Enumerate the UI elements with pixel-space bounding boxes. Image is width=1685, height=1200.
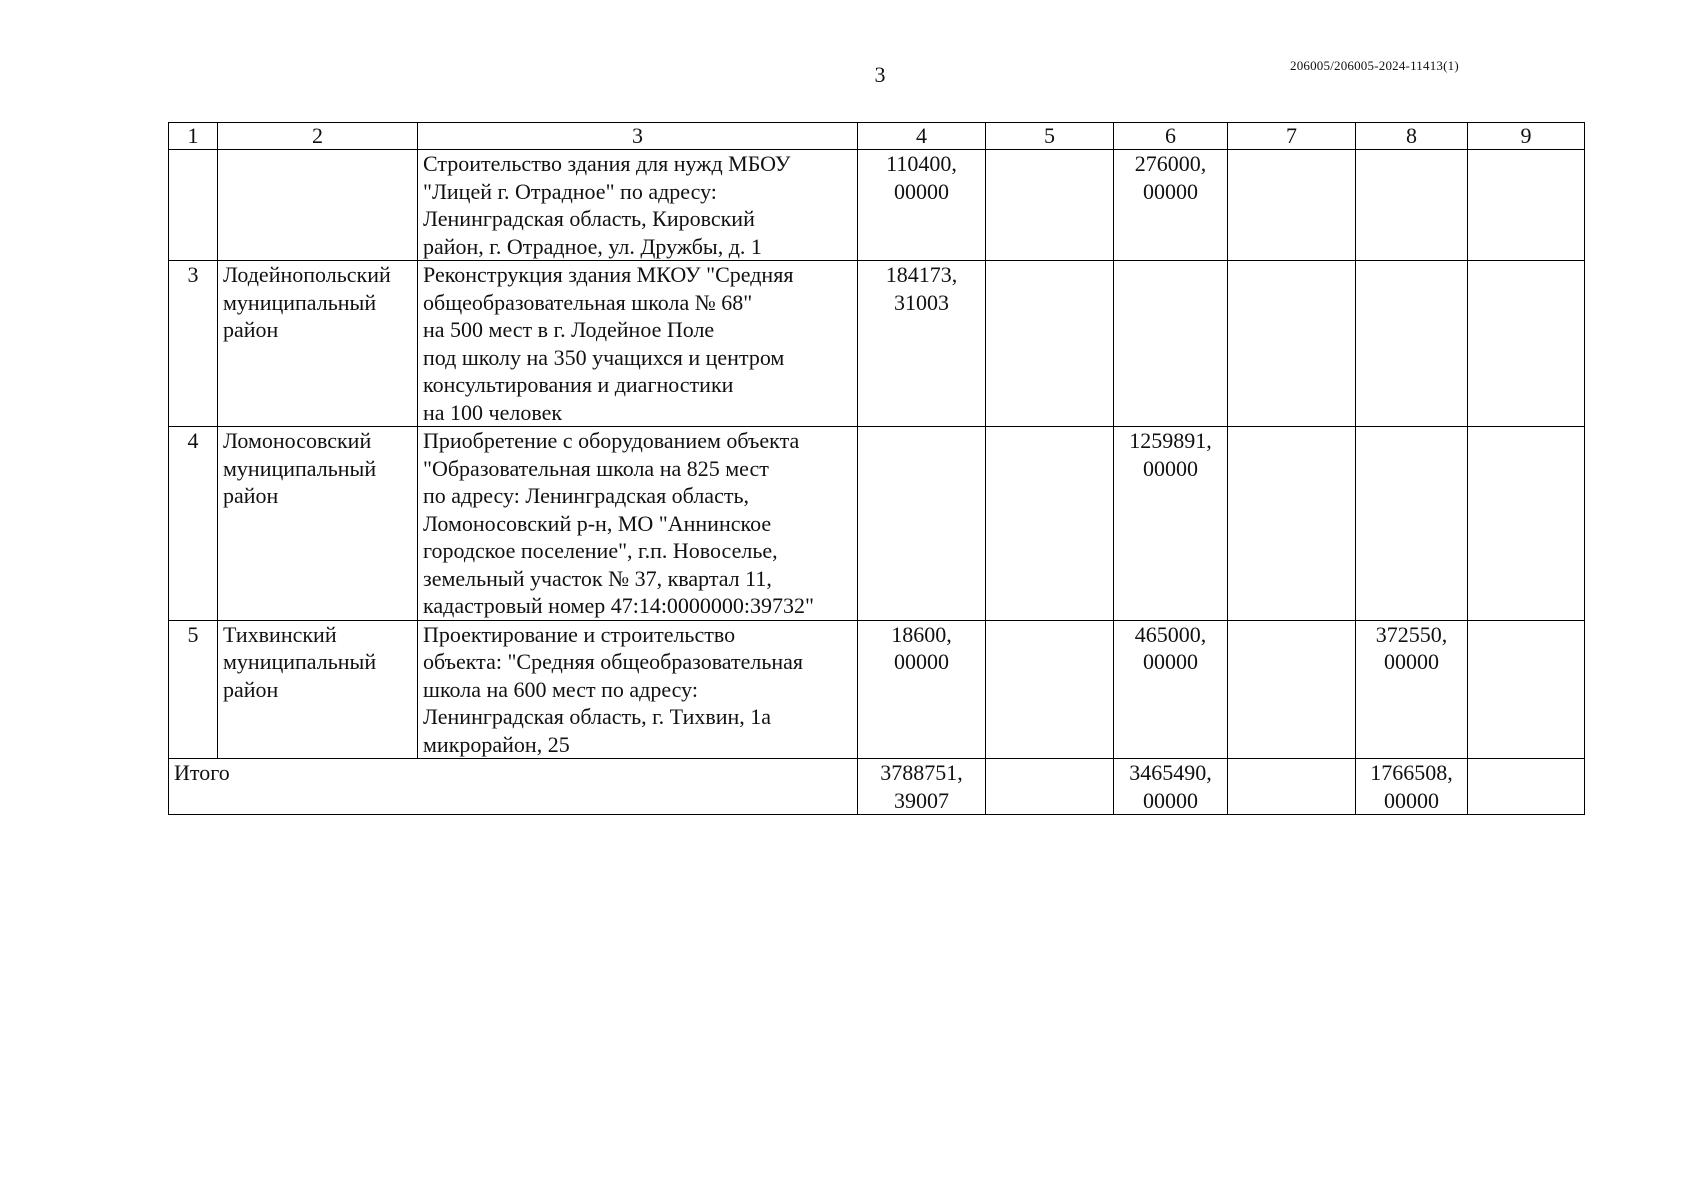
value-cell-col8 (1356, 427, 1468, 621)
column-header: 9 (1468, 123, 1585, 150)
table-row (169, 261, 1585, 427)
description-cell (418, 261, 858, 427)
total-cell-col6-line: 3465490, (1129, 760, 1212, 785)
table-row (169, 150, 1585, 261)
description-cell-line: консультирования и диагностики (423, 372, 734, 397)
value-cell-col4-line: 110400, (886, 151, 957, 176)
total-cell-col7 (1228, 759, 1356, 815)
district-cell (218, 427, 418, 621)
district-cell-line: Тихвинский (223, 621, 337, 647)
description-cell-line: Приобретение с оборудованием объекта (423, 428, 800, 453)
description-cell (418, 427, 858, 621)
value-cell-col6-line: 00000 (1143, 178, 1198, 204)
description-cell-line: Ленинградская область, г. Тихвин, 1а (423, 704, 772, 729)
total-cell-col4 (858, 759, 986, 815)
total-label: Итого (169, 759, 858, 815)
value-cell-col8-line: 00000 (1384, 649, 1439, 674)
value-cell-col4 (858, 150, 986, 261)
value-cell-col5 (986, 261, 1114, 427)
total-cell-col4-line: 39007 (894, 787, 949, 813)
value-cell-col5 (986, 427, 1114, 621)
total-row (169, 759, 1585, 815)
description-cell-line: по адресу: Ленинградская область, (423, 483, 749, 508)
value-cell-col4 (858, 427, 986, 621)
column-header: 3 (418, 123, 858, 150)
value-cell-col9 (1468, 427, 1585, 621)
value-cell-col6-line: 1259891, (1129, 428, 1212, 453)
district-cell-line: район (223, 483, 279, 508)
value-cell-col4 (858, 620, 986, 759)
value-cell-col9 (1468, 261, 1585, 427)
column-header: 7 (1228, 123, 1356, 150)
value-cell-col8 (1356, 150, 1468, 261)
total-cell-col5 (986, 759, 1114, 815)
description-cell-line: Реконструкция здания МКОУ "Средняя (423, 262, 794, 287)
value-cell-col4-line: 18600, (891, 621, 952, 647)
description-cell-line: общеобразовательная школа № 68" (423, 289, 753, 315)
total-cell-col8-line: 1766508, (1370, 760, 1453, 785)
district-cell-line: район (223, 676, 279, 702)
value-cell-col9 (1468, 150, 1585, 261)
value-cell-col6-line: 00000 (1143, 649, 1198, 674)
district-cell-line: муниципальный (223, 289, 377, 315)
value-cell-col5 (986, 150, 1114, 261)
table-row (169, 620, 1585, 759)
description-cell-line: "Лицей г. Отрадное" по адресу: (423, 178, 717, 204)
description-cell-line: земельный участок № 37, квартал 11, (423, 565, 772, 591)
column-header: 8 (1356, 123, 1468, 150)
table-row (169, 427, 1585, 621)
total-cell-col8-line: 00000 (1384, 787, 1439, 813)
description-cell-line: район, г. Отрадное, ул. Дружбы, д. 1 (423, 233, 762, 259)
value-cell-col6-line: 465000, (1134, 621, 1207, 647)
description-cell-line: на 500 мест в г. Лодейное Поле (423, 317, 715, 342)
row-number: 3 (169, 261, 218, 427)
value-cell-col4-line: 31003 (894, 289, 949, 315)
value-cell-col5 (986, 620, 1114, 759)
value-cell-col7 (1228, 150, 1356, 261)
description-cell (418, 620, 858, 759)
district-cell (218, 261, 418, 427)
header-row (169, 123, 1585, 150)
value-cell-col4-line: 00000 (894, 649, 949, 674)
value-cell-col7 (1228, 620, 1356, 759)
total-cell-col4-line: 3788751, (880, 760, 963, 785)
column-header: 1 (169, 123, 218, 150)
description-cell-line: городское поселение", г.п. Новоселье, (423, 538, 778, 563)
total-cell-col6 (1114, 759, 1228, 815)
value-cell-col4 (858, 261, 986, 427)
description-cell-line: кадастровый номер 47:14:0000000:39732" (423, 593, 815, 618)
description-cell-line: Проектирование и строительство (423, 621, 736, 647)
description-cell-line: школа на 600 мест по адресу: (423, 676, 698, 702)
data-table (168, 122, 1585, 815)
district-cell-line: муниципальный (223, 455, 377, 481)
value-cell-col8-line: 372550, (1375, 621, 1448, 647)
district-cell-line: муниципальный (223, 649, 377, 674)
description-cell-line: Ленинградская область, Кировский (423, 206, 755, 231)
total-cell-col6-line: 00000 (1143, 787, 1198, 813)
value-cell-col6 (1114, 620, 1228, 759)
description-cell-line: под школу на 350 учащихся и центром (423, 344, 785, 370)
value-cell-col4-line: 00000 (894, 178, 949, 204)
district-cell (218, 620, 418, 759)
column-header: 6 (1114, 123, 1228, 150)
description-cell-line: микрорайон, 25 (423, 731, 570, 757)
description-cell-line: объекта: "Средняя общеобразовательная (423, 649, 804, 674)
value-cell-col6 (1114, 261, 1228, 427)
total-cell-col8 (1356, 759, 1468, 815)
column-header: 4 (858, 123, 986, 150)
description-cell-line: Строительство здания для нужд МБОУ (423, 151, 791, 176)
description-cell-line: "Образовательная школа на 825 мест (423, 455, 769, 481)
value-cell-col8 (1356, 620, 1468, 759)
column-header: 2 (218, 123, 418, 150)
value-cell-col9 (1468, 620, 1585, 759)
document-id: 206005/206005-2024-11413(1) (1290, 58, 1459, 73)
description-cell (418, 150, 858, 261)
value-cell-col8 (1356, 261, 1468, 427)
value-cell-col6-line: 00000 (1143, 455, 1198, 481)
value-cell-col6-line: 276000, (1134, 151, 1207, 176)
row-number (169, 150, 218, 261)
district-cell-line: Ломоносовский (223, 428, 372, 453)
row-number: 4 (169, 427, 218, 621)
column-header: 5 (986, 123, 1114, 150)
value-cell-col7 (1228, 261, 1356, 427)
description-cell-line: Ломоносовский р-н, МО "Аннинское (423, 510, 772, 536)
description-cell-line: на 100 человек (423, 399, 563, 425)
value-cell-col4-line: 184173, (885, 262, 958, 287)
row-number: 5 (169, 620, 218, 759)
district-cell-line: район (223, 317, 279, 342)
district-cell (218, 150, 418, 261)
value-cell-col6 (1114, 150, 1228, 261)
value-cell-col7 (1228, 427, 1356, 621)
total-cell-col9 (1468, 759, 1585, 815)
value-cell-col6 (1114, 427, 1228, 621)
district-cell-line: Лодейнопольский (223, 262, 391, 287)
page-number: 3 (874, 62, 886, 87)
